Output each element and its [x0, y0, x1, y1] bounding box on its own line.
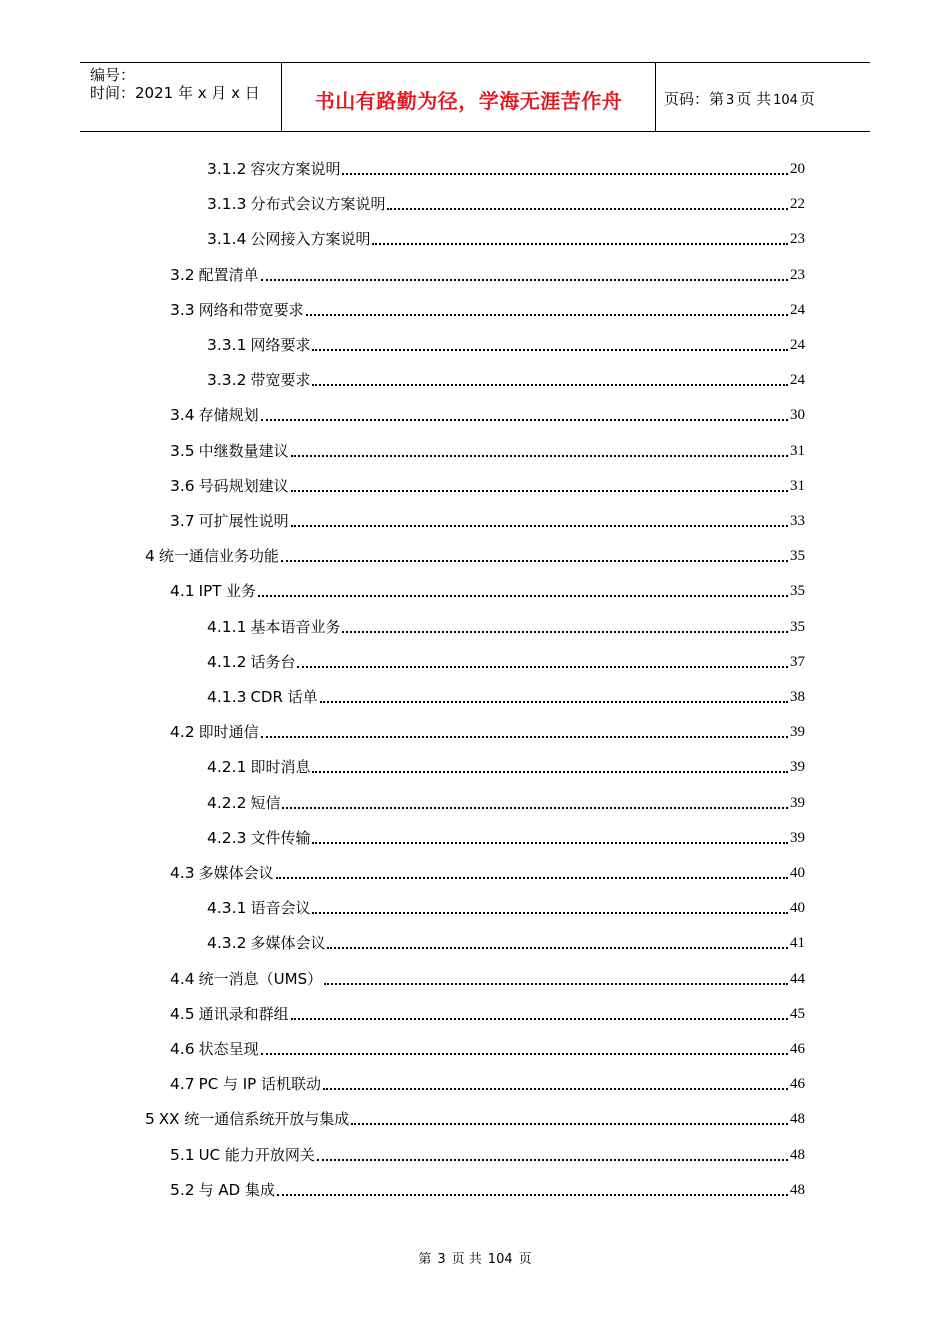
toc-entry-page: 33	[790, 513, 805, 529]
toc-entry[interactable]	[207, 155, 805, 179]
toc-entry-number: 3.1.3	[207, 195, 247, 214]
toc-entry-title: 即时通信	[198, 723, 259, 742]
toc-entry-number: 4	[145, 547, 155, 566]
toc-dot-leader	[312, 770, 788, 773]
toc-entry-page: 39	[790, 759, 805, 776]
toc-entry-title: UC 能力开放网关	[198, 1145, 315, 1164]
toc-dot-leader	[342, 630, 788, 633]
header-page-mid: 页 共	[736, 90, 772, 108]
toc-entry-number: 3.3	[170, 300, 195, 319]
toc-entry[interactable]	[207, 683, 805, 707]
toc-entry[interactable]	[170, 1070, 805, 1094]
toc-dot-leader	[306, 313, 788, 316]
toc-entry-number: 4.5	[170, 1004, 195, 1023]
toc-entry-title: 统一消息（UMS）	[198, 969, 323, 988]
toc-entry-page: 48	[790, 1146, 805, 1163]
toc-dot-leader	[291, 454, 788, 457]
footer-mid: 页 共	[451, 1252, 482, 1267]
toc-entry-number: 3.3.2	[207, 371, 247, 390]
toc-entry[interactable]	[170, 1035, 805, 1059]
header-page-suffix: 页	[799, 90, 815, 108]
toc-dot-leader	[323, 1087, 788, 1090]
toc-entry-title: 分布式会议方案说明	[250, 195, 386, 214]
toc-dot-leader	[320, 700, 788, 703]
toc-entry-page: 23	[790, 266, 805, 283]
toc-entry-page: 30	[790, 407, 805, 424]
toc-entry[interactable]	[207, 789, 805, 813]
footer-prefix: 第	[418, 1252, 432, 1267]
document-code-label: 编号：	[90, 66, 136, 84]
toc-entry-page: 35	[790, 583, 805, 600]
toc-entry-page: 40	[790, 900, 805, 917]
toc-entry-title: 网络要求	[250, 336, 311, 354]
toc-entry-number: 4.1.1	[207, 617, 247, 636]
toc-entry-page: 45	[790, 1005, 805, 1022]
toc-entry-number: 4.2.2	[207, 793, 247, 812]
toc-entry-page: 46	[790, 1076, 805, 1093]
toc-dot-leader	[327, 946, 788, 949]
toc-entry-number: 4.2.3	[207, 828, 247, 847]
toc-entry[interactable]	[207, 929, 805, 953]
toc-entry-page: 44	[790, 970, 805, 987]
toc-entry-page: 41	[790, 935, 805, 952]
toc-entry-title: 配置清单	[198, 265, 259, 284]
toc-entry-title: 与 AD 集成	[198, 1180, 276, 1199]
footer-page-number: 3	[437, 1252, 446, 1267]
toc-entry-number: 4.7	[170, 1075, 195, 1094]
page-footer	[0, 1248, 950, 1267]
toc-entry-number: 4.2	[170, 723, 195, 742]
toc-entry-title: 话务台	[250, 652, 296, 671]
toc-dot-leader	[261, 278, 788, 281]
toc-dot-leader	[291, 1017, 788, 1020]
toc-entry[interactable]	[170, 401, 805, 425]
toc-entry[interactable]	[170, 261, 805, 285]
header-page-number: 3	[726, 93, 735, 108]
toc-entry[interactable]	[207, 648, 805, 672]
toc-entry-title: 可扩展性说明	[198, 512, 289, 530]
toc-entry[interactable]	[207, 613, 805, 637]
toc-entry[interactable]	[207, 366, 805, 390]
toc-entry-number: 4.3	[170, 864, 195, 882]
toc-entry-title: 存储规划	[198, 406, 259, 425]
toc-dot-leader	[342, 172, 788, 175]
toc-entry-title: 容灾方案说明	[250, 160, 341, 178]
toc-dot-leader	[258, 594, 788, 597]
toc-entry-number: 4.2.1	[207, 758, 247, 777]
toc-entry-number: 3.5	[170, 441, 195, 460]
toc-entry-page: 24	[790, 337, 805, 353]
toc-dot-leader	[312, 911, 788, 914]
toc-entry-title: 多媒体会议	[198, 864, 274, 882]
toc-dot-leader	[261, 1052, 788, 1055]
toc-entry-number: 3.3.1	[207, 336, 247, 354]
toc-entry-number: 5.2	[170, 1180, 195, 1199]
toc-entry-number: 4.6	[170, 1040, 195, 1058]
toc-dot-leader	[281, 559, 788, 562]
toc-entry-title: 文件传输	[250, 828, 311, 847]
toc-dot-leader	[312, 348, 788, 351]
toc-entry-title: PC 与 IP 话机联动	[198, 1075, 321, 1094]
toc-entry-number: 3.4	[170, 406, 195, 425]
toc-entry-page: 31	[790, 477, 805, 494]
toc-entry[interactable]	[207, 331, 805, 355]
toc-entry-page: 22	[790, 196, 805, 213]
toc-entry-number: 3.2	[170, 265, 195, 284]
header-page-prefix: 页码：第	[664, 90, 725, 108]
toc-dot-leader	[351, 1122, 788, 1125]
toc-dot-leader	[261, 418, 788, 421]
toc-entry-title: CDR 话单	[250, 688, 318, 706]
toc-entry[interactable]	[207, 753, 805, 777]
toc-entry-title: 统一通信业务功能	[158, 547, 279, 566]
toc-entry-number: 4.3.1	[207, 899, 247, 918]
toc-entry-page: 46	[790, 1041, 805, 1057]
toc-entry-page: 48	[790, 1181, 805, 1198]
toc-entry-title: IPT 业务	[198, 582, 257, 601]
toc-entry-title: 网络和带宽要求	[198, 300, 304, 319]
toc-entry-title: 基本语音业务	[250, 617, 341, 636]
toc-entry-number: 3.1.4	[207, 230, 247, 249]
toc-entry-page: 24	[790, 301, 805, 318]
toc-dot-leader	[372, 242, 788, 245]
toc-dot-leader	[312, 841, 788, 844]
toc-entry-page: 38	[790, 689, 805, 705]
toc-entry-page: 37	[790, 653, 805, 670]
toc-dot-leader	[312, 383, 788, 386]
toc-entry-title: 语音会议	[250, 899, 311, 918]
toc-dot-leader	[282, 806, 788, 809]
toc-dot-leader	[324, 982, 788, 985]
toc-entry-page: 39	[790, 829, 805, 846]
toc-entry-number: 3.1.2	[207, 160, 247, 178]
toc-dot-leader	[261, 735, 788, 738]
toc-entry-number: 4.1.3	[207, 688, 247, 706]
footer-suffix: 页	[518, 1252, 532, 1267]
toc-entry-number: 3.7	[170, 512, 195, 530]
toc-entry[interactable]	[170, 507, 805, 531]
toc-dot-leader	[277, 1193, 788, 1196]
footer-page-total: 104	[487, 1252, 513, 1267]
toc-entry-number: 4.4	[170, 969, 195, 988]
toc-dot-leader	[317, 1158, 788, 1161]
toc-entry[interactable]	[207, 225, 805, 249]
toc-entry-title: 通讯录和群组	[198, 1004, 289, 1023]
toc-entry-page: 35	[790, 618, 805, 635]
toc-entry-number: 4.1.2	[207, 652, 247, 671]
toc-entry-number: 4.3.2	[207, 934, 247, 953]
toc-entry-title: 公网接入方案说明	[250, 230, 371, 249]
toc-entry[interactable]	[170, 965, 805, 989]
toc-entry-title: 即时消息	[250, 758, 311, 777]
toc-entry-page: 35	[790, 548, 805, 565]
document-time-label: 时间：2021 年 x 月 x 日	[90, 84, 260, 102]
toc-dot-leader	[387, 207, 788, 210]
toc-entry-title: 号码规划建议	[198, 476, 289, 495]
toc-entry-title: XX 统一通信系统开放与集成	[158, 1110, 350, 1129]
toc-dot-leader	[291, 524, 788, 527]
toc-entry[interactable]	[170, 472, 805, 496]
toc-entry-page: 40	[790, 865, 805, 881]
toc-entry[interactable]	[145, 542, 805, 566]
toc-entry[interactable]	[170, 577, 805, 601]
toc-entry[interactable]	[145, 1105, 805, 1129]
toc-dot-leader	[297, 665, 788, 668]
toc-entry-number: 5.1	[170, 1145, 195, 1164]
toc-entry-page: 23	[790, 231, 805, 248]
toc-entry-title: 短信	[250, 793, 281, 812]
header-motto: 书山有路勤为径，学海无涯苦作舟	[314, 89, 623, 113]
toc-entry-page: 39	[790, 794, 805, 811]
toc-entry[interactable]	[170, 1176, 805, 1200]
toc-entry-title: 带宽要求	[250, 371, 311, 390]
toc-entry-page: 31	[790, 442, 805, 459]
toc-entry-number: 5	[145, 1110, 155, 1129]
toc-entry[interactable]	[170, 718, 805, 742]
toc-entry-title: 中继数量建议	[198, 441, 289, 460]
toc-entry-page: 24	[790, 372, 805, 389]
toc-dot-leader	[291, 489, 788, 492]
toc-entry-title: 状态呈现	[198, 1040, 259, 1058]
toc-entry-title: 多媒体会议	[250, 934, 326, 953]
toc-entry-number: 3.6	[170, 476, 195, 495]
toc-entry[interactable]	[170, 296, 805, 320]
toc-entry[interactable]	[170, 859, 805, 883]
toc-entry-page: 39	[790, 724, 805, 741]
toc-entry[interactable]	[170, 1000, 805, 1024]
toc-entry[interactable]	[207, 894, 805, 918]
toc-entry[interactable]	[207, 190, 805, 214]
header-page-total: 104	[773, 93, 798, 108]
toc-entry-page: 48	[790, 1111, 805, 1128]
toc-entry[interactable]	[207, 824, 805, 848]
toc-entry[interactable]	[170, 1141, 805, 1165]
toc-entry-page: 20	[790, 161, 805, 177]
toc-entry-number: 4.1	[170, 582, 195, 601]
toc-dot-leader	[276, 876, 788, 879]
toc-entry[interactable]	[170, 437, 805, 461]
